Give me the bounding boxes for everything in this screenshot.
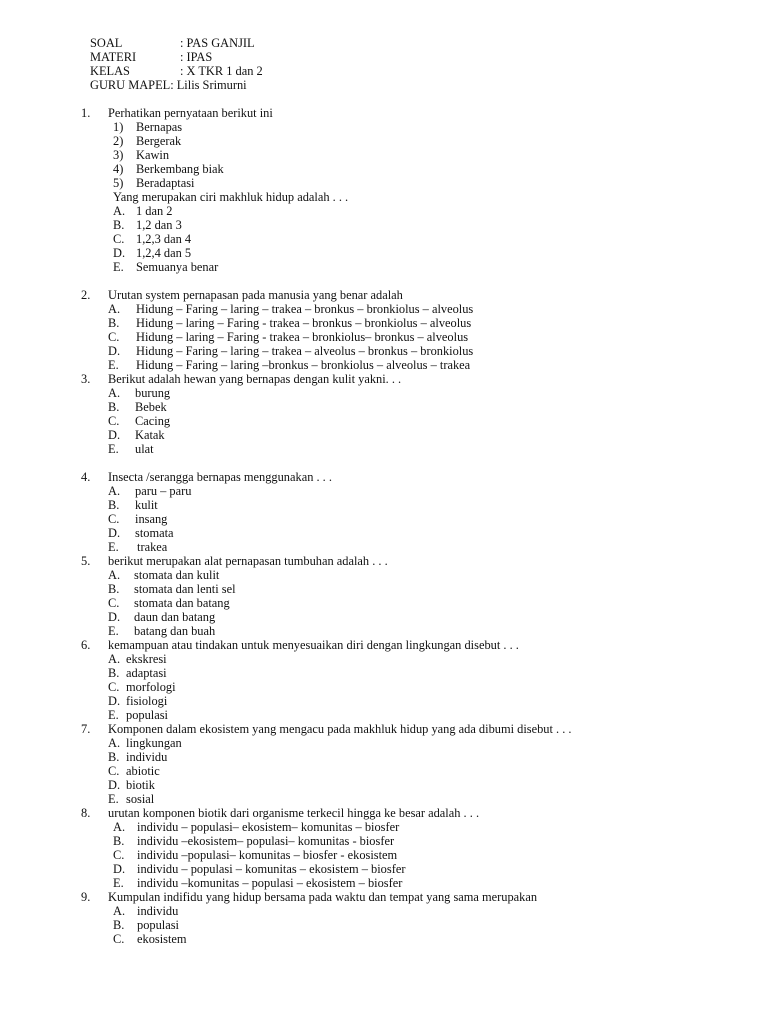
option-text: ekosistem bbox=[137, 932, 187, 946]
option-text: individu bbox=[137, 904, 179, 918]
option-text: populasi bbox=[126, 708, 168, 722]
question-text: Perhatikan pernyataan berikut ini bbox=[108, 106, 273, 120]
option-text: batang dan buah bbox=[134, 624, 216, 638]
question-3 bbox=[81, 372, 741, 456]
question-5 bbox=[81, 554, 741, 638]
option-text: lingkungan bbox=[126, 736, 182, 750]
option-text: abiotic bbox=[126, 764, 160, 778]
answer-option[interactable] bbox=[81, 498, 741, 512]
option-text: populasi bbox=[137, 918, 179, 932]
statement-text: Beradaptasi bbox=[136, 176, 195, 190]
spacer bbox=[81, 456, 741, 470]
option-label: E. bbox=[113, 260, 124, 274]
question-9 bbox=[81, 890, 741, 946]
answer-option[interactable] bbox=[81, 260, 741, 274]
header-key: KELAS bbox=[90, 64, 130, 78]
option-text: burung bbox=[135, 386, 171, 400]
answer-option[interactable] bbox=[81, 428, 741, 442]
answer-option[interactable] bbox=[81, 862, 741, 876]
option-text: individu –komunitas – populasi – ekosistem – biosfer bbox=[137, 876, 403, 890]
answer-option[interactable] bbox=[81, 848, 741, 862]
question-text: Berikut adalah hewan yang bernapas dengan kulit yakni. . . bbox=[108, 372, 402, 386]
header-key: SOAL bbox=[90, 36, 123, 50]
option-label: E. bbox=[108, 624, 119, 638]
answer-option[interactable] bbox=[81, 680, 741, 694]
option-text: paru – paru bbox=[135, 484, 192, 498]
option-label: C. bbox=[108, 330, 120, 344]
option-text: daun dan batang bbox=[134, 610, 216, 624]
option-text: Hidung – laring – Faring - trakea – bronkiolus– bronkus – alveolus bbox=[136, 330, 469, 344]
statement-label: 5) bbox=[113, 176, 124, 190]
option-label: E. bbox=[108, 708, 119, 722]
answer-option[interactable] bbox=[81, 316, 741, 330]
option-text: Hidung – laring – Faring - trakea – bronkus – bronkiolus – alveolus bbox=[136, 316, 472, 330]
statement-item bbox=[81, 120, 741, 134]
option-label: A. bbox=[108, 484, 121, 498]
option-label: B. bbox=[108, 400, 120, 414]
option-text: Hidung – Faring – laring – trakea – bronkus – bronkiolus – alveolus bbox=[136, 302, 474, 316]
question-4 bbox=[81, 470, 741, 554]
option-label: B. bbox=[108, 750, 120, 764]
question-list bbox=[81, 106, 741, 946]
option-label: A. bbox=[108, 302, 121, 316]
exam-header bbox=[90, 36, 263, 92]
option-text: individu – populasi – komunitas – ekosistem – biosfer bbox=[137, 862, 406, 876]
header-row-soal bbox=[90, 36, 263, 50]
option-label: E. bbox=[108, 540, 119, 554]
answer-option[interactable] bbox=[81, 358, 741, 372]
option-label: D. bbox=[108, 526, 121, 540]
answer-option[interactable] bbox=[81, 540, 741, 554]
statement-item bbox=[81, 134, 741, 148]
answer-option[interactable] bbox=[81, 792, 741, 806]
option-text: individu – populasi– ekosistem– komunitas – biosfer bbox=[137, 820, 400, 834]
option-label: B. bbox=[113, 918, 125, 932]
answer-option[interactable] bbox=[81, 302, 741, 316]
answer-option[interactable] bbox=[81, 582, 741, 596]
answer-option[interactable] bbox=[81, 708, 741, 722]
option-label: E. bbox=[108, 792, 119, 806]
option-label: A. bbox=[113, 904, 126, 918]
question-number: 3. bbox=[81, 372, 91, 386]
option-label: D. bbox=[108, 610, 121, 624]
option-text: morfologi bbox=[126, 680, 176, 694]
answer-option[interactable] bbox=[81, 876, 741, 890]
option-text: Semuanya benar bbox=[136, 260, 219, 274]
option-label: C. bbox=[108, 764, 120, 778]
option-label: C. bbox=[108, 596, 120, 610]
option-text: 1 dan 2 bbox=[136, 204, 173, 218]
answer-option[interactable] bbox=[81, 344, 741, 358]
option-text: Cacing bbox=[135, 414, 171, 428]
header-value: : PAS GANJIL bbox=[180, 36, 255, 50]
option-text: ulat bbox=[135, 442, 154, 456]
option-label: C. bbox=[113, 848, 125, 862]
option-text: kulit bbox=[135, 498, 158, 512]
option-text: stomata bbox=[135, 526, 174, 540]
statement-label: 2) bbox=[113, 134, 124, 148]
answer-option[interactable] bbox=[81, 442, 741, 456]
option-text: sosial bbox=[126, 792, 155, 806]
option-label: B. bbox=[108, 498, 120, 512]
option-text: Katak bbox=[135, 428, 165, 442]
header-value: : IPAS bbox=[180, 50, 213, 64]
option-label: C. bbox=[108, 512, 120, 526]
answer-option[interactable] bbox=[81, 568, 741, 582]
header-row-materi bbox=[90, 50, 263, 64]
option-label: D. bbox=[113, 246, 126, 260]
option-text: stomata dan kulit bbox=[134, 568, 220, 582]
option-label: A. bbox=[108, 736, 121, 750]
option-label: B. bbox=[108, 582, 120, 596]
question-text: urutan komponen biotik dari organisme terkecil hingga ke besar adalah . . . bbox=[108, 806, 480, 820]
question-number: 2. bbox=[81, 288, 91, 302]
question-7 bbox=[81, 722, 741, 806]
answer-option[interactable] bbox=[81, 694, 741, 708]
option-label: A. bbox=[108, 652, 121, 666]
question-number: 5. bbox=[81, 554, 91, 568]
header-key: GURU MAPEL bbox=[90, 78, 171, 92]
question-text: Kumpulan indifidu yang hidup bersama pada waktu dan tempat yang sama merupakan bbox=[108, 890, 538, 904]
question-text: kemampuan atau tindakan untuk menyesuaikan diri dengan lingkungan disebut . . . bbox=[108, 638, 519, 652]
option-text: insang bbox=[135, 512, 168, 526]
option-label: E. bbox=[113, 876, 124, 890]
option-text: 1,2,4 dan 5 bbox=[136, 246, 192, 260]
question-text: berikut merupakan alat pernapasan tumbuhan adalah . . . bbox=[108, 554, 388, 568]
statement-text: Kawin bbox=[136, 148, 170, 162]
question-text: Urutan system pernapasan pada manusia yang benar adalah bbox=[108, 288, 403, 302]
answer-option[interactable] bbox=[81, 512, 741, 526]
option-label: A. bbox=[113, 820, 126, 834]
answer-option[interactable] bbox=[81, 778, 741, 792]
option-label: C. bbox=[113, 932, 125, 946]
option-label: D. bbox=[113, 862, 126, 876]
option-text: ekskresi bbox=[126, 652, 167, 666]
header-row-kelas bbox=[90, 64, 263, 78]
option-label: E. bbox=[108, 442, 119, 456]
option-text: Hidung – Faring – laring –bronkus – bronkiolus – alveolus – trakea bbox=[136, 358, 471, 372]
answer-option[interactable] bbox=[81, 820, 741, 834]
answer-option[interactable] bbox=[81, 386, 741, 400]
answer-option[interactable] bbox=[81, 400, 741, 414]
option-label: D. bbox=[108, 344, 121, 358]
option-text: biotik bbox=[126, 778, 155, 792]
question-6 bbox=[81, 638, 741, 722]
question-text: Insecta /serangga bernapas menggunakan . . . bbox=[108, 470, 332, 484]
answer-option[interactable] bbox=[81, 414, 741, 428]
question-number: 8. bbox=[81, 806, 91, 820]
header-key: MATERI bbox=[90, 50, 137, 64]
option-text: 1,2 dan 3 bbox=[136, 218, 182, 232]
option-label: C. bbox=[113, 232, 125, 246]
question-number: 4. bbox=[81, 470, 91, 484]
option-label: B. bbox=[113, 218, 125, 232]
answer-option[interactable] bbox=[81, 652, 741, 666]
option-text: trakea bbox=[137, 540, 168, 554]
question-number: 1. bbox=[81, 106, 91, 120]
question-prompt: Yang merupakan ciri makhluk hidup adalah . . . bbox=[113, 190, 349, 204]
statement-label: 1) bbox=[113, 120, 124, 134]
statement-item bbox=[81, 148, 741, 162]
option-text: individu –populasi– komunitas – biosfer - ekosistem bbox=[137, 848, 398, 862]
answer-option[interactable] bbox=[81, 932, 741, 946]
option-text: fisiologi bbox=[126, 694, 168, 708]
option-label: C. bbox=[108, 680, 120, 694]
answer-option[interactable] bbox=[81, 666, 741, 680]
header-row-guru bbox=[90, 78, 263, 92]
answer-option[interactable] bbox=[81, 526, 741, 540]
answer-option[interactable] bbox=[81, 834, 741, 848]
answer-option[interactable] bbox=[81, 764, 741, 778]
answer-option[interactable] bbox=[81, 918, 741, 932]
option-text: individu bbox=[126, 750, 168, 764]
header-value: : Lilis Srimurni bbox=[170, 78, 247, 92]
option-text: Bebek bbox=[135, 400, 167, 414]
option-label: B. bbox=[108, 316, 120, 330]
spacer bbox=[81, 274, 741, 288]
option-text: 1,2,3 dan 4 bbox=[136, 232, 192, 246]
option-text: individu –ekosistem– populasi– komunitas - biosfer bbox=[137, 834, 395, 848]
answer-option[interactable] bbox=[81, 596, 741, 610]
question-8 bbox=[81, 806, 741, 890]
option-text: stomata dan batang bbox=[134, 596, 230, 610]
option-text: Hidung – Faring – laring – trakea – alveolus – bronkus – bronkiolus bbox=[136, 344, 474, 358]
answer-option[interactable] bbox=[81, 218, 741, 232]
option-text: adaptasi bbox=[126, 666, 167, 680]
question-text: Komponen dalam ekosistem yang mengacu pada makhluk hidup yang ada dibumi disebut . . . bbox=[108, 722, 572, 736]
answer-option[interactable] bbox=[81, 232, 741, 246]
option-label: A. bbox=[108, 568, 121, 582]
option-label: A. bbox=[113, 204, 126, 218]
question-2 bbox=[81, 288, 741, 372]
statement-item bbox=[81, 176, 741, 190]
answer-option[interactable] bbox=[81, 330, 741, 344]
option-label: B. bbox=[108, 666, 120, 680]
question-number: 9. bbox=[81, 890, 91, 904]
statement-item bbox=[81, 162, 741, 176]
answer-option[interactable] bbox=[81, 246, 741, 260]
answer-option[interactable] bbox=[81, 904, 741, 918]
option-label: C. bbox=[108, 414, 120, 428]
option-label: A. bbox=[108, 386, 121, 400]
option-label: D. bbox=[108, 694, 121, 708]
option-label: D. bbox=[108, 778, 121, 792]
answer-option[interactable] bbox=[81, 610, 741, 624]
statement-text: Bernapas bbox=[136, 120, 183, 134]
answer-option[interactable] bbox=[81, 484, 741, 498]
header-value: : X TKR 1 dan 2 bbox=[180, 64, 263, 78]
statement-label: 3) bbox=[113, 148, 124, 162]
answer-option[interactable] bbox=[81, 750, 741, 764]
question-number: 7. bbox=[81, 722, 91, 736]
question-1 bbox=[81, 106, 741, 274]
statement-label: 4) bbox=[113, 162, 124, 176]
answer-option[interactable] bbox=[81, 736, 741, 750]
statement-text: Berkembang biak bbox=[136, 162, 224, 176]
statement-text: Bergerak bbox=[136, 134, 182, 148]
option-label: E. bbox=[108, 358, 119, 372]
option-label: D. bbox=[108, 428, 121, 442]
option-text: stomata dan lenti sel bbox=[134, 582, 236, 596]
answer-option[interactable] bbox=[81, 624, 741, 638]
option-label: B. bbox=[113, 834, 125, 848]
question-number: 6. bbox=[81, 638, 91, 652]
answer-option[interactable] bbox=[81, 204, 741, 218]
